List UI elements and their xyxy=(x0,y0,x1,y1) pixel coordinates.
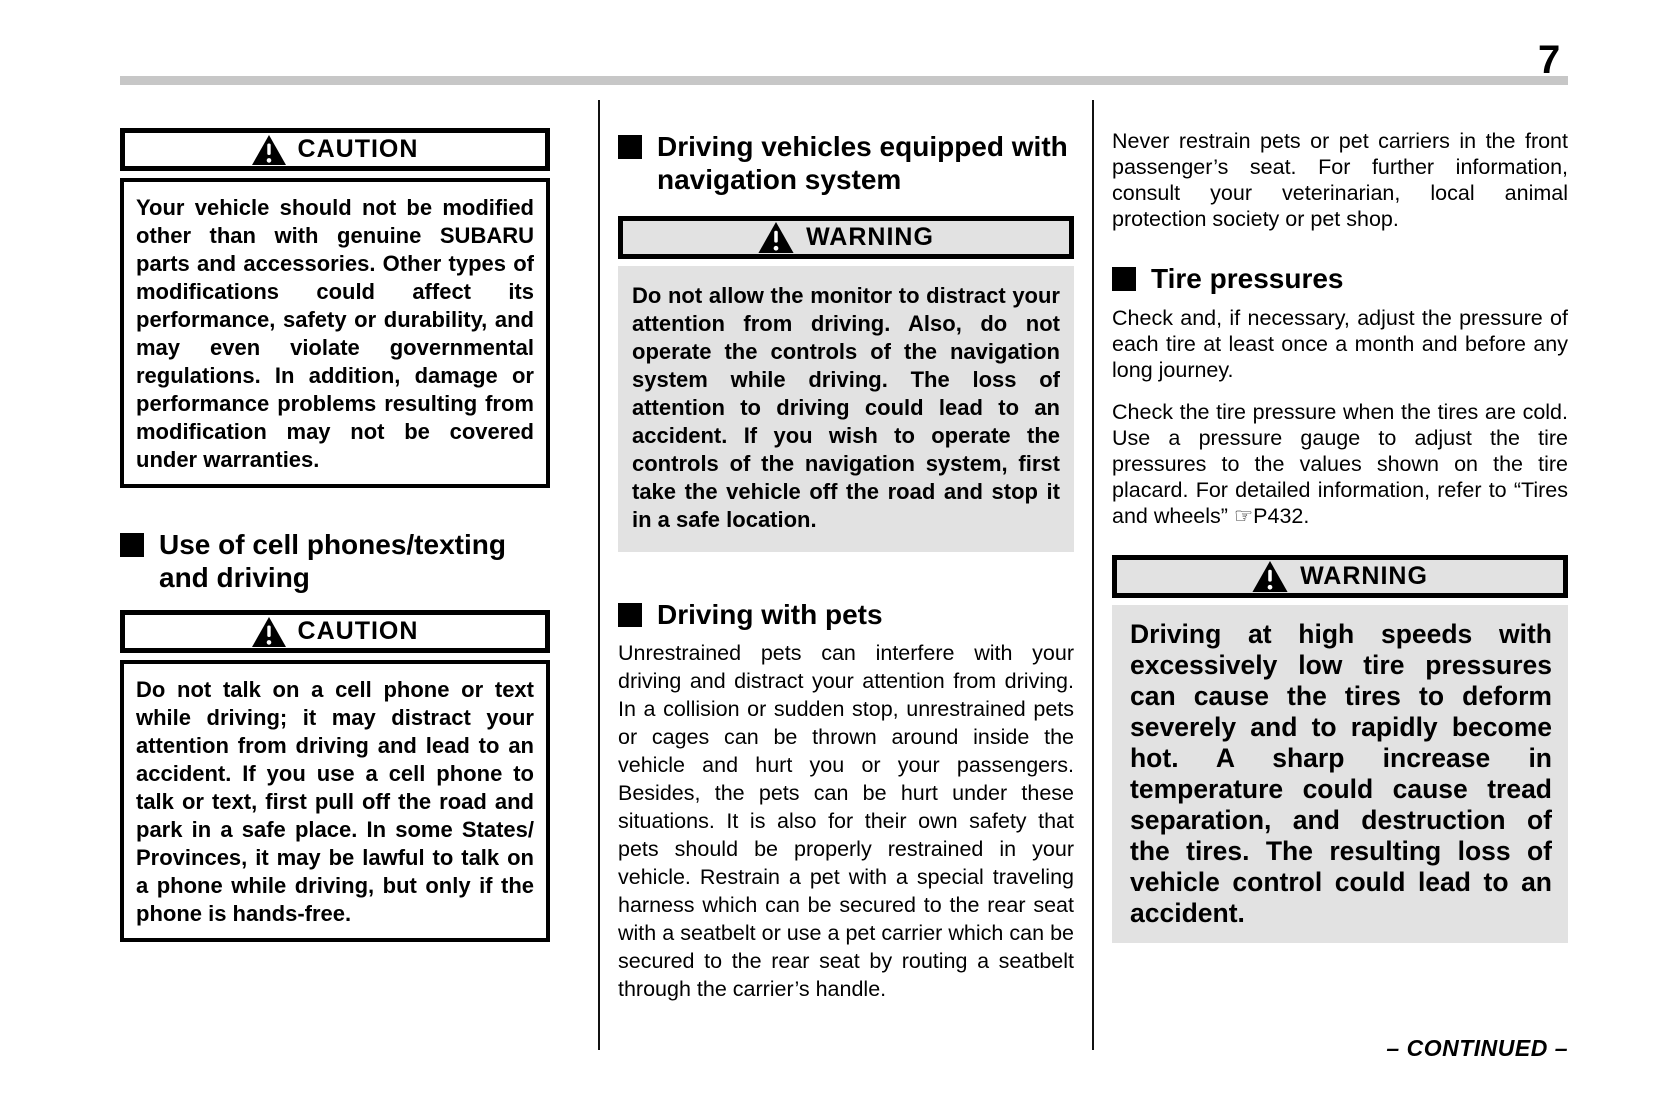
section-heading-tire-pressures xyxy=(1112,262,1568,295)
warning-body-text: Do not allow the monitor to distract your attention from driving. Also, do not operate the controls of the navigation system while driving. The loss of attention to driving could lead to an accident. If you wish to operate the controls of the navigation system, first take the vehicle off the road and stop it in a safe location. xyxy=(618,266,1074,552)
alert-title: CAUTION xyxy=(297,135,419,163)
warning-triangle-icon xyxy=(252,135,286,165)
black-square-bullet-icon xyxy=(618,603,642,627)
caution-header xyxy=(120,610,550,653)
left-column xyxy=(120,128,550,942)
caution-box-modification xyxy=(120,128,550,488)
column-separator xyxy=(598,100,600,1050)
section-heading-navigation xyxy=(618,130,1074,196)
body-paragraph-tire-check: Check and, if necessary, adjust the pressure of each tire at least once a month and before any long journey. xyxy=(1112,306,1568,382)
middle-column xyxy=(618,130,1074,1003)
warning-body-text: Driving at high speeds with excessively low tire pressures can cause the tires to deform severely and to rapidly become hot. A sharp increase in temperature could cause tread separation, and destruction of the tires. The resulting loss of vehicle control could lead to an accident. xyxy=(1112,605,1568,943)
black-square-bullet-icon xyxy=(1112,267,1136,291)
body-paragraph-pets-continued: Never restrain pets or pet carriers in the front passenger’s seat. For further information, consult your veterinarian, local animal protection society or pet shop. xyxy=(1112,129,1568,231)
continued-label: – CONTINUED – xyxy=(1386,1035,1568,1061)
header-rule xyxy=(120,76,1568,85)
warning-triangle-icon xyxy=(1252,561,1288,592)
alert-title: CAUTION xyxy=(297,617,419,645)
column-separator xyxy=(1092,100,1094,1050)
section-heading-label: Driving with pets xyxy=(657,599,883,630)
caution-body-text: Your vehicle should not be modified other than with genuine SUBARU parts and accessories. Other types of modifications could affect its performance, safety or durability, and may even violate governmental regulations. In addition, damage or performance problems resulting from modification may not be covered under warranties. xyxy=(120,178,550,488)
body-paragraph-tire-cold: Check the tire pressure when the tires are cold. Use a pressure gauge to adjust the tire pressures to the values shown on the tire placard. For detailed information, refer to “Tires and wheels” ☞P432. xyxy=(1112,400,1568,528)
warning-triangle-icon xyxy=(252,617,286,647)
warning-box-tire-pressure xyxy=(1112,555,1568,943)
warning-header xyxy=(618,216,1074,259)
page-number: 7 xyxy=(1538,38,1561,82)
section-heading-pets xyxy=(618,598,1074,631)
right-column xyxy=(1112,128,1568,943)
section-heading-label: Driving vehicles equipped with navigation system xyxy=(657,131,1068,195)
black-square-bullet-icon xyxy=(120,533,144,557)
section-heading-label: Use of cell phones/texting and driving xyxy=(159,529,506,593)
warning-header xyxy=(1112,555,1568,598)
section-heading-cell-phones xyxy=(120,528,550,594)
alert-title: WARNING xyxy=(806,223,934,251)
caution-box-cell-phone xyxy=(120,610,550,942)
body-paragraph-pets: Unrestrained pets can interfere with your driving and distract your attention from driving. In a collision or sudden stop, unrestrained pets or cages can be thrown around inside the vehicle and hurt you or your passengers. Besides, the pets can be hurt under these situations. It is also for their own safety that pets should be properly restrained in your vehicle. Restrain a pet with a special traveling harness which can be secured to the rear seat with a seatbelt or use a pet carrier which can be secured to the rear seat by routing a seatbelt through the carrier’s handle. xyxy=(618,641,1074,1001)
alert-title: WARNING xyxy=(1300,562,1428,590)
section-heading-label: Tire pressures xyxy=(1151,263,1344,294)
warning-box-navigation xyxy=(618,216,1074,552)
caution-body-text: Do not talk on a cell phone or text while driving; it may distract your attention from driving and lead to an accident. If you use a cell phone to talk or text, first pull off the road and park in a safe place. In some States/ Provinces, it may be lawful to talk on a phone while driving, but only if the phone is hands-free. xyxy=(120,660,550,942)
caution-header xyxy=(120,128,550,171)
warning-triangle-icon xyxy=(758,222,794,253)
black-square-bullet-icon xyxy=(618,135,642,159)
